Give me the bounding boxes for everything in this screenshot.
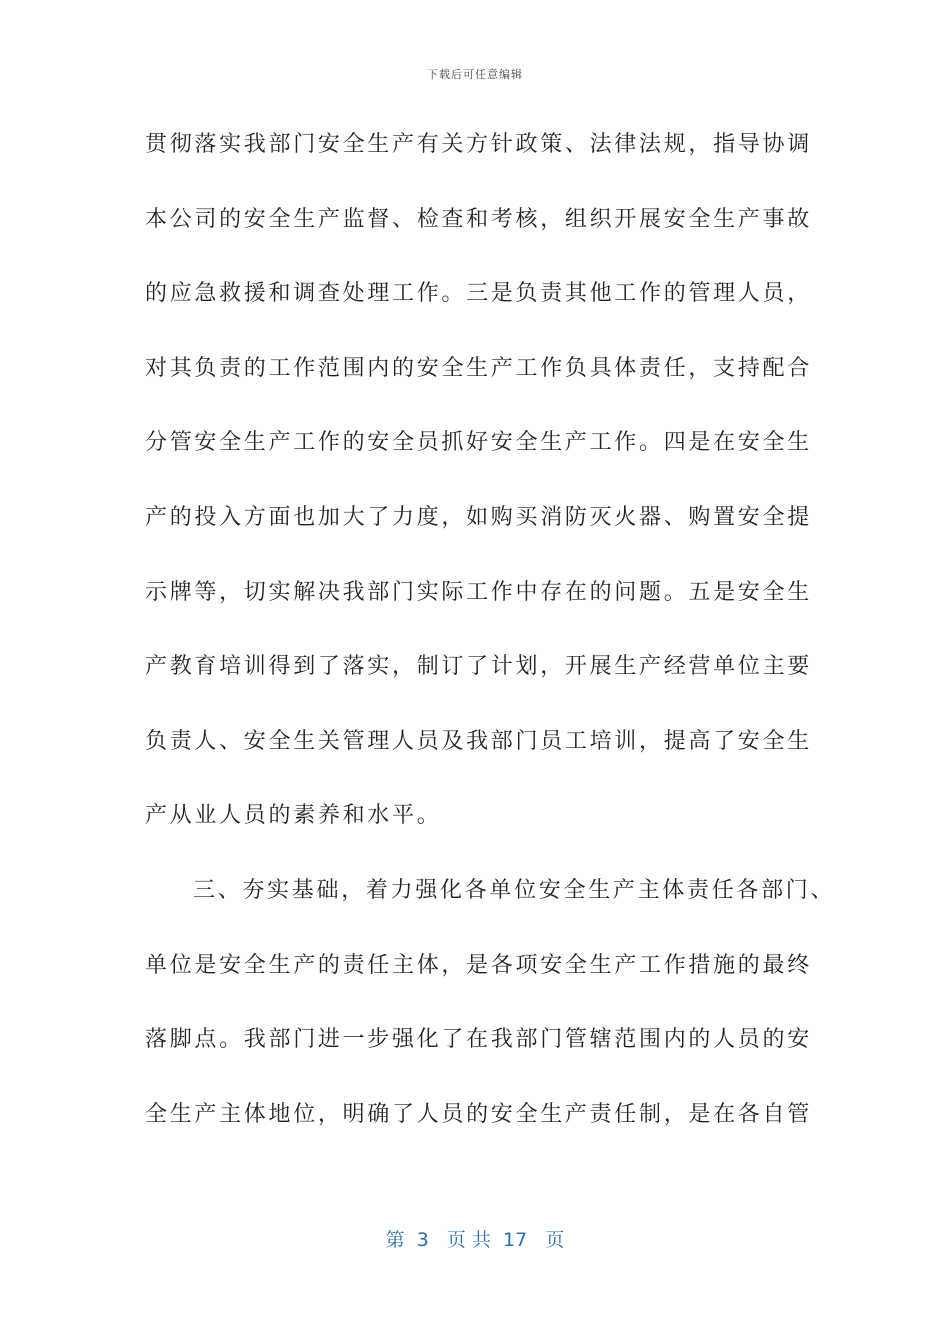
page-header-note: 下载后可任意编辑 (427, 68, 523, 81)
section-heading-line: 三、夯实基础，着力强化各单位安全生产主体责任各部门、 (193, 877, 836, 903)
body-line: 全生产主体地位，明确了人员的安全生产责任制，是在各自管 (145, 1101, 812, 1127)
body-line: 示牌等，切实解决我部门实际工作中存在的问题。五是安全生 (145, 579, 812, 605)
body-line: 的应急救援和调查处理工作。三是负责其他工作的管理人员， (145, 281, 812, 307)
body-line: 单位是安全生产的责任主体，是各项安全生产工作措施的最终 (145, 952, 812, 978)
body-line: 本公司的安全生产监督、检查和考核，组织开展安全生产事故 (145, 206, 812, 232)
body-line: 贯彻落实我部门安全生产有关方针政策、法律法规，指导协调 (145, 132, 812, 157)
body-line: 产教育培训得到了落实，制订了计划，开展生产经营单位主要 (145, 654, 812, 680)
body-line: 产从业人员的素养和水平。 (145, 803, 442, 829)
body-line: 分管安全生产工作的安全员抓好安全生产工作。四是在安全生 (145, 430, 812, 456)
body-line: 对其负责的工作范围内的安全生产工作负具体责任，支持配合 (145, 355, 812, 381)
body-line: 落脚点。我部门进一步强化了在我部门管辖范围内的人员的安 (145, 1027, 812, 1053)
page-number-footer: 第 3 页 共 17 页 (385, 1229, 565, 1251)
body-line: 产的投入方面也加大了力度，如购买消防灭火器、购置安全提 (145, 504, 812, 530)
body-line: 负责人、安全生关管理人员及我部门员工培训，提高了安全生 (145, 728, 812, 754)
document-body (145, 124, 845, 1168)
